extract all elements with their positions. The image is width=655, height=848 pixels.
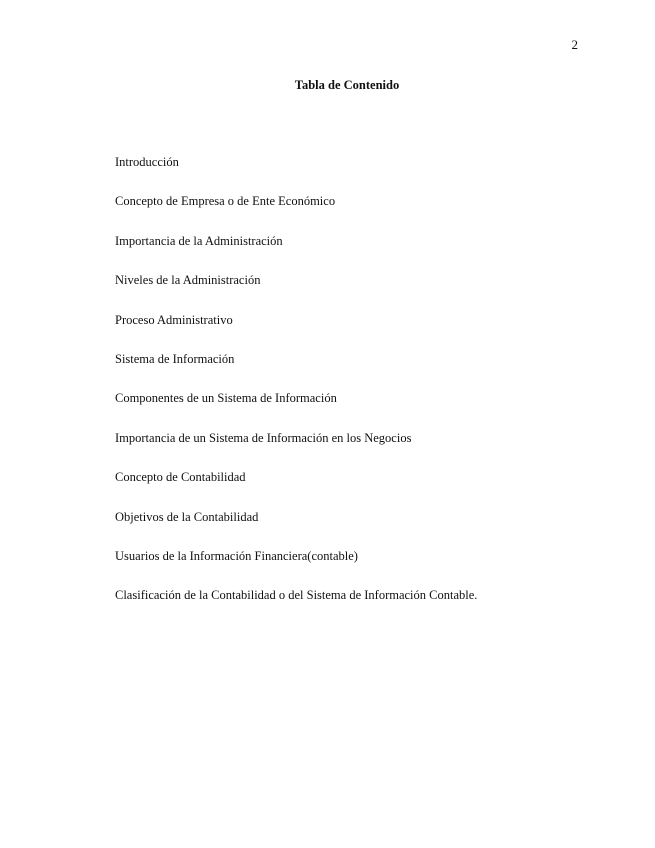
- toc-item-sistema-informacion: Sistema de Información: [115, 351, 235, 366]
- toc-item-clasificacion-contabilidad: Clasificación de la Contabilidad o del Sistema de Información Contable.: [115, 588, 478, 603]
- toc-item-niveles-administracion: Niveles de la Administración: [115, 273, 261, 288]
- toc-item-usuarios-informacion: Usuarios de la Información Financiera(contable): [115, 548, 358, 563]
- page-number: 2: [571, 37, 578, 52]
- toc-item-componentes-sistema: Componentes de un Sistema de Información: [115, 391, 337, 406]
- toc-item-concepto-empresa: Concepto de Empresa o de Ente Económico: [115, 194, 336, 209]
- toc-item-importancia-sistema-negocios: Importancia de un Sistema de Información en los Negocios: [115, 430, 412, 445]
- toc-list: [115, 154, 477, 627]
- toc-item-objetivos-contabilidad: Objetivos de la Contabilidad: [115, 509, 259, 524]
- toc-title: Tabla de Contenido: [294, 78, 400, 92]
- toc-item-introduccion: Introducción: [115, 155, 179, 169]
- toc-item-importancia-administracion: Importancia de la Administración: [115, 233, 283, 248]
- toc-item-proceso-administrativo: Proceso Administrativo: [115, 312, 233, 327]
- toc-item-concepto-contabilidad: Concepto de Contabilidad: [115, 470, 246, 485]
